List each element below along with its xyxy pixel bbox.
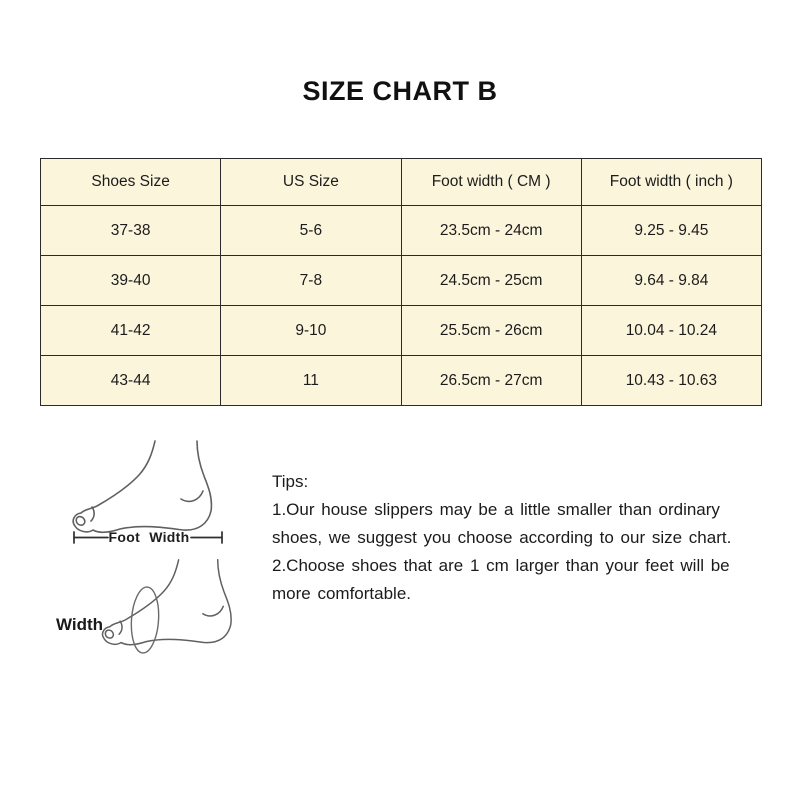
- table-cell: 41-42: [41, 306, 221, 356]
- header-cell-us-size: US Size: [221, 159, 401, 206]
- tips-line: 2.Choose shoes that are 1 cm larger than your feet will be: [272, 556, 730, 575]
- table-cell: 7-8: [221, 256, 401, 306]
- tips-line: 1.Our house slippers may be a little smaller than ordinary: [272, 500, 720, 519]
- table-row: [41, 306, 762, 356]
- tips-section: [272, 468, 731, 608]
- table-header-row: [41, 159, 762, 206]
- header-cell-foot-width-cm: Foot width ( CM ): [401, 159, 581, 206]
- table-cell: 43-44: [41, 356, 221, 406]
- table-cell: 10.43 - 10.63: [581, 356, 761, 406]
- table-row: [41, 206, 762, 256]
- table-cell: 9-10: [221, 306, 401, 356]
- foot-width-label: Foot Width: [108, 529, 190, 545]
- foot-width-diagram: [64, 438, 234, 545]
- table-cell: 10.04 - 10.24: [581, 306, 761, 356]
- table-cell: 26.5cm - 27cm: [401, 356, 581, 406]
- table-row: [41, 256, 762, 306]
- table-cell: 25.5cm - 26cm: [401, 306, 581, 356]
- table-cell: 5-6: [221, 206, 401, 256]
- table-cell: 23.5cm - 24cm: [401, 206, 581, 256]
- table-cell: 24.5cm - 25cm: [401, 256, 581, 306]
- table-cell: 9.25 - 9.45: [581, 206, 761, 256]
- girth-ellipse-icon: [129, 586, 161, 654]
- size-chart-table: [40, 158, 762, 406]
- header-cell-shoes-size: Shoes Size: [41, 159, 221, 206]
- foot-side-view-icon: [103, 560, 232, 645]
- table-cell: 37-38: [41, 206, 221, 256]
- tips-line: shoes, we suggest you choose according to our size chart.: [272, 528, 732, 547]
- header-cell-foot-width-inch: Foot width ( inch ): [581, 159, 761, 206]
- table-row: [41, 356, 762, 406]
- tips-heading: Tips:: [272, 472, 309, 491]
- table-cell: 9.64 - 9.84: [581, 256, 761, 306]
- foot-girth-diagram: [48, 556, 248, 671]
- table-cell: 11: [221, 356, 401, 406]
- foot-side-view-icon: [73, 441, 211, 532]
- page-title: SIZE CHART B: [302, 76, 498, 106]
- tips-line: more comfortable.: [272, 584, 411, 603]
- table-cell: 39-40: [41, 256, 221, 306]
- width-label: Width: [56, 615, 104, 634]
